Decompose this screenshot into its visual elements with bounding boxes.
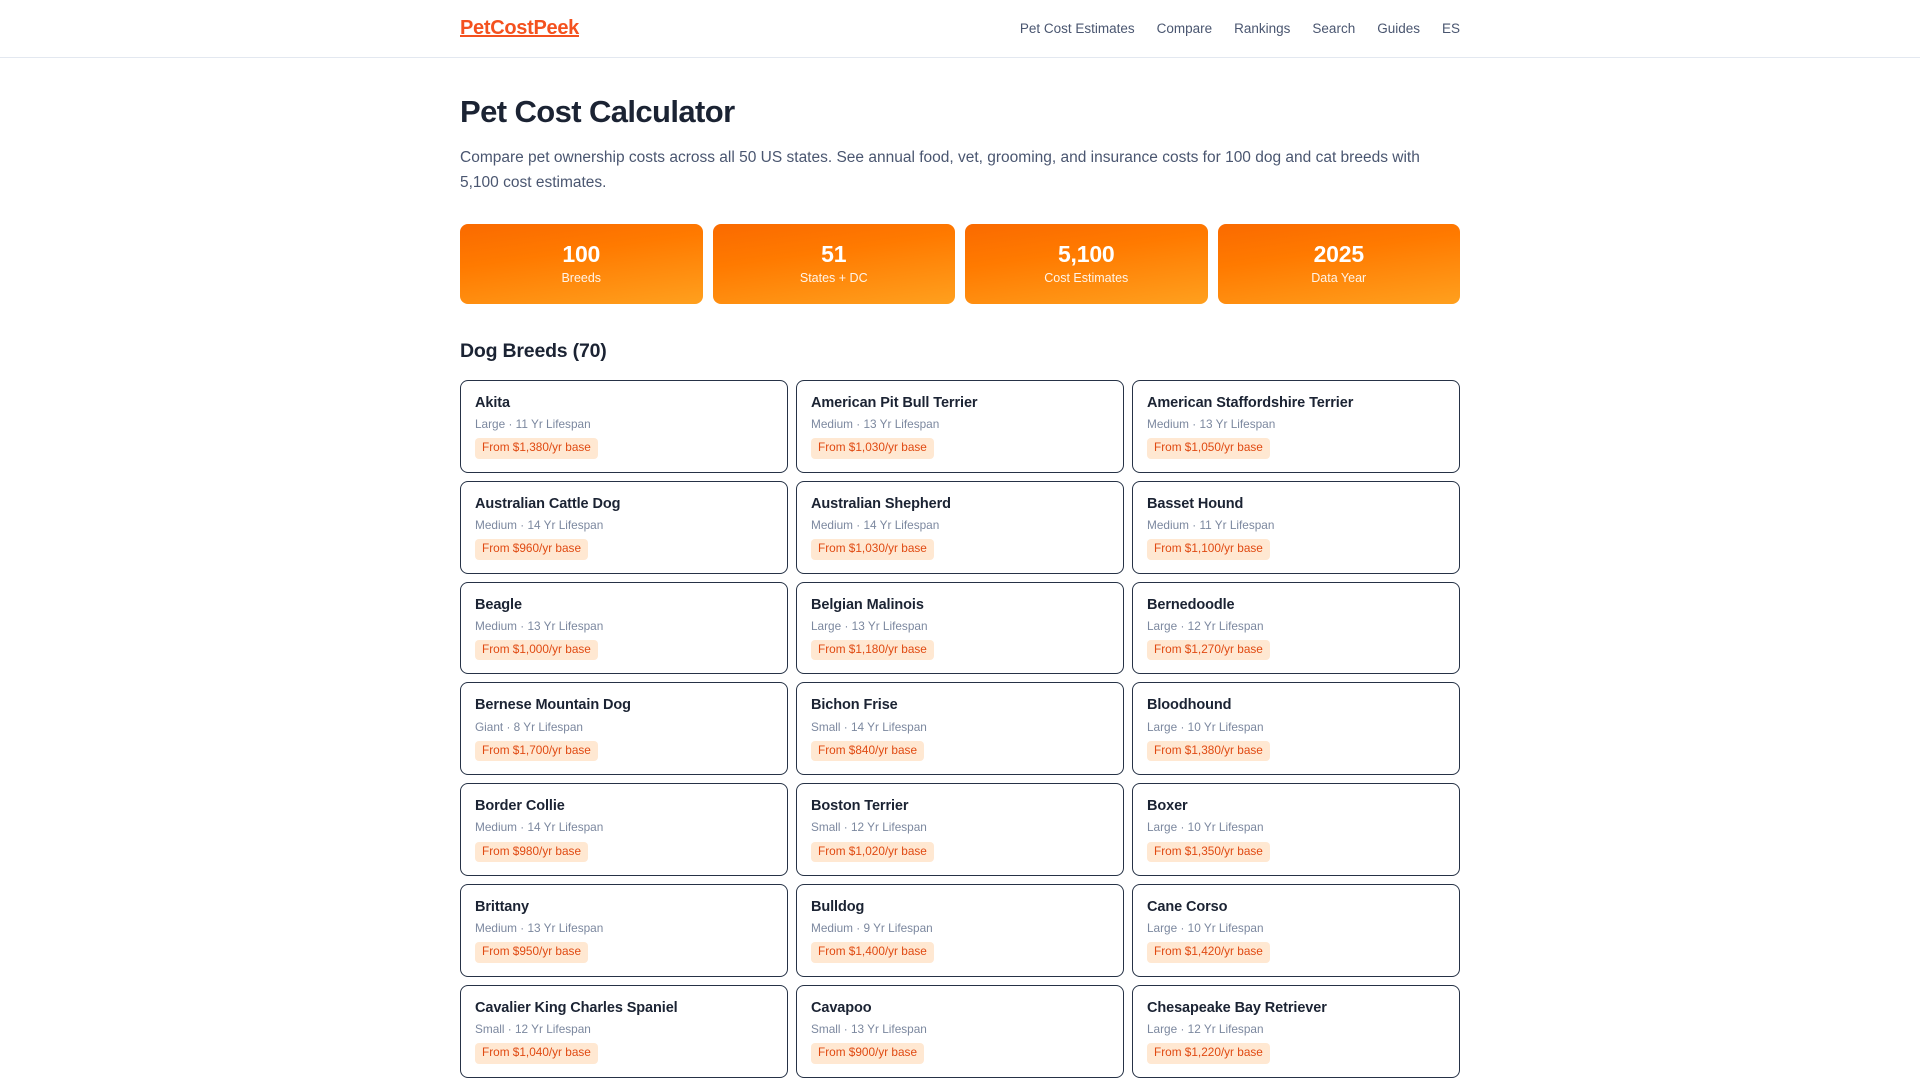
breed-name: Beagle	[475, 596, 522, 613]
breed-price-badge: From $1,350/yr base	[1147, 842, 1270, 863]
breed-price-badge: From $1,270/yr base	[1147, 640, 1270, 661]
breed-card[interactable]	[796, 985, 1124, 1078]
breed-card[interactable]	[796, 481, 1124, 574]
breed-meta: Large · 11 Yr Lifespan	[475, 416, 591, 431]
breed-meta: Medium · 9 Yr Lifespan	[811, 921, 933, 936]
breed-price-badge: From $1,000/yr base	[475, 640, 598, 661]
breed-card[interactable]	[1132, 884, 1460, 977]
breed-name: Australian Cattle Dog	[475, 495, 621, 512]
breed-meta: Large · 10 Yr Lifespan	[1147, 719, 1264, 734]
breed-meta: Medium · 14 Yr Lifespan	[475, 517, 604, 532]
stat-label: States + DC	[799, 270, 868, 285]
stat-card	[713, 224, 956, 304]
breed-price-badge: From $1,030/yr base	[811, 539, 934, 560]
breed-card[interactable]	[796, 582, 1124, 675]
stat-value: 100	[562, 241, 601, 268]
breed-card[interactable]	[460, 985, 788, 1078]
breed-card[interactable]	[460, 582, 788, 675]
breed-name: Australian Shepherd	[811, 495, 951, 512]
nav-link-guides[interactable]: Guides	[1377, 20, 1420, 36]
stat-card	[460, 224, 703, 304]
site-header	[0, 0, 1920, 58]
breed-grid	[460, 380, 1460, 1078]
breed-name: Bulldog	[811, 899, 865, 916]
breed-card[interactable]	[1132, 481, 1460, 574]
breed-meta: Large · 13 Yr Lifespan	[811, 618, 928, 633]
breed-card[interactable]	[1132, 682, 1460, 775]
breed-price-badge: From $1,030/yr base	[811, 438, 934, 459]
nav-link-es[interactable]: ES	[1441, 20, 1460, 36]
stat-label: Data Year	[1311, 270, 1367, 285]
stats-row	[460, 224, 1460, 304]
breed-price-badge: From $840/yr base	[811, 741, 924, 762]
main-navigation	[1020, 22, 1460, 36]
breed-name: Chesapeake Bay Retriever	[1147, 999, 1327, 1016]
breed-meta: Small · 12 Yr Lifespan	[475, 1022, 591, 1037]
page-title: Pet Cost Calculator	[460, 94, 735, 129]
breed-price-badge: From $1,400/yr base	[811, 942, 934, 963]
nav-link-search[interactable]: Search	[1312, 20, 1356, 36]
breed-name: Akita	[475, 394, 510, 411]
breed-name: Cavapoo	[811, 999, 872, 1016]
breed-price-badge: From $1,700/yr base	[475, 741, 598, 762]
breed-meta: Large · 12 Yr Lifespan	[1147, 1022, 1264, 1037]
breed-card[interactable]	[796, 783, 1124, 876]
breed-name: Brittany	[475, 899, 529, 916]
breed-name: Boxer	[1147, 798, 1188, 815]
stat-label: Cost Estimates	[1044, 270, 1129, 285]
breed-name: Border Collie	[475, 798, 565, 815]
stat-value: 51	[821, 241, 847, 268]
stat-value: 2025	[1313, 241, 1364, 268]
breed-meta: Medium · 13 Yr Lifespan	[475, 618, 604, 633]
page-intro-text: Compare pet ownership costs across all 50 US states. See annual food, vet, grooming, and insurance costs for 100 dog and cat breeds with 5,100 cost estimates.	[460, 148, 1420, 191]
breed-meta: Large · 10 Yr Lifespan	[1147, 820, 1264, 835]
breed-meta: Large · 12 Yr Lifespan	[1147, 618, 1264, 633]
breed-price-badge: From $1,050/yr base	[1147, 438, 1270, 459]
breed-meta: Medium · 11 Yr Lifespan	[1147, 517, 1275, 532]
breed-meta: Medium · 13 Yr Lifespan	[475, 921, 604, 936]
nav-link-compare[interactable]: Compare	[1156, 20, 1213, 36]
breed-price-badge: From $900/yr base	[811, 1043, 924, 1064]
breed-price-badge: From $1,220/yr base	[1147, 1043, 1270, 1064]
breed-card[interactable]	[1132, 582, 1460, 675]
breed-name: Belgian Malinois	[811, 596, 924, 613]
breed-meta: Giant · 8 Yr Lifespan	[475, 719, 583, 734]
breed-card[interactable]	[1132, 380, 1460, 473]
nav-link-rankings[interactable]: Rankings	[1234, 20, 1291, 36]
breed-card[interactable]	[796, 380, 1124, 473]
breed-meta: Medium · 14 Yr Lifespan	[475, 820, 604, 835]
section-title-dog-breeds: Dog Breeds (70)	[460, 339, 607, 362]
breed-meta: Large · 10 Yr Lifespan	[1147, 921, 1264, 936]
breed-price-badge: From $980/yr base	[475, 842, 588, 863]
breed-name: American Staffordshire Terrier	[1147, 394, 1354, 411]
breed-price-badge: From $1,380/yr base	[1147, 741, 1270, 762]
stat-card	[965, 224, 1208, 304]
breed-card[interactable]	[1132, 783, 1460, 876]
breed-meta: Medium · 13 Yr Lifespan	[811, 416, 940, 431]
breed-price-badge: From $1,380/yr base	[475, 438, 598, 459]
breed-price-badge: From $1,020/yr base	[811, 842, 934, 863]
breed-price-badge: From $1,040/yr base	[475, 1043, 598, 1064]
breed-card[interactable]	[796, 682, 1124, 775]
breed-price-badge: From $1,180/yr base	[811, 640, 934, 661]
breed-card[interactable]	[796, 884, 1124, 977]
breed-card[interactable]	[460, 682, 788, 775]
breed-name: Bernese Mountain Dog	[475, 697, 631, 714]
breed-card[interactable]	[460, 884, 788, 977]
stat-card	[1218, 224, 1461, 304]
stat-label: Breeds	[561, 270, 602, 285]
breed-card[interactable]	[1132, 985, 1460, 1078]
breed-name: Cavalier King Charles Spaniel	[475, 999, 678, 1016]
breed-card[interactable]	[460, 380, 788, 473]
breed-meta: Medium · 13 Yr Lifespan	[1147, 416, 1276, 431]
breed-price-badge: From $1,100/yr base	[1147, 539, 1270, 560]
breed-name: Boston Terrier	[811, 798, 909, 815]
breed-card[interactable]	[460, 783, 788, 876]
breed-meta: Small · 13 Yr Lifespan	[811, 1022, 927, 1037]
breed-name: American Pit Bull Terrier	[811, 394, 978, 411]
breed-meta: Small · 12 Yr Lifespan	[811, 820, 927, 835]
breed-name: Bernedoodle	[1147, 596, 1235, 613]
breed-name: Basset Hound	[1147, 495, 1244, 512]
breed-meta: Medium · 14 Yr Lifespan	[811, 517, 940, 532]
breed-name: Cane Corso	[1147, 899, 1228, 916]
nav-link-pet-cost-estimates[interactable]: Pet Cost Estimates	[1019, 20, 1135, 36]
breed-price-badge: From $1,420/yr base	[1147, 942, 1270, 963]
brand-logo[interactable]: PetCostPeek	[460, 17, 579, 39]
breed-name: Bloodhound	[1147, 697, 1232, 714]
header-inner	[460, 0, 1460, 57]
stat-value: 5,100	[1057, 241, 1115, 268]
breed-meta: Small · 14 Yr Lifespan	[811, 719, 927, 734]
breed-price-badge: From $950/yr base	[475, 942, 588, 963]
breed-card[interactable]	[460, 481, 788, 574]
breed-name: Bichon Frise	[811, 697, 898, 714]
page-content	[460, 58, 1460, 1078]
breed-price-badge: From $960/yr base	[475, 539, 588, 560]
